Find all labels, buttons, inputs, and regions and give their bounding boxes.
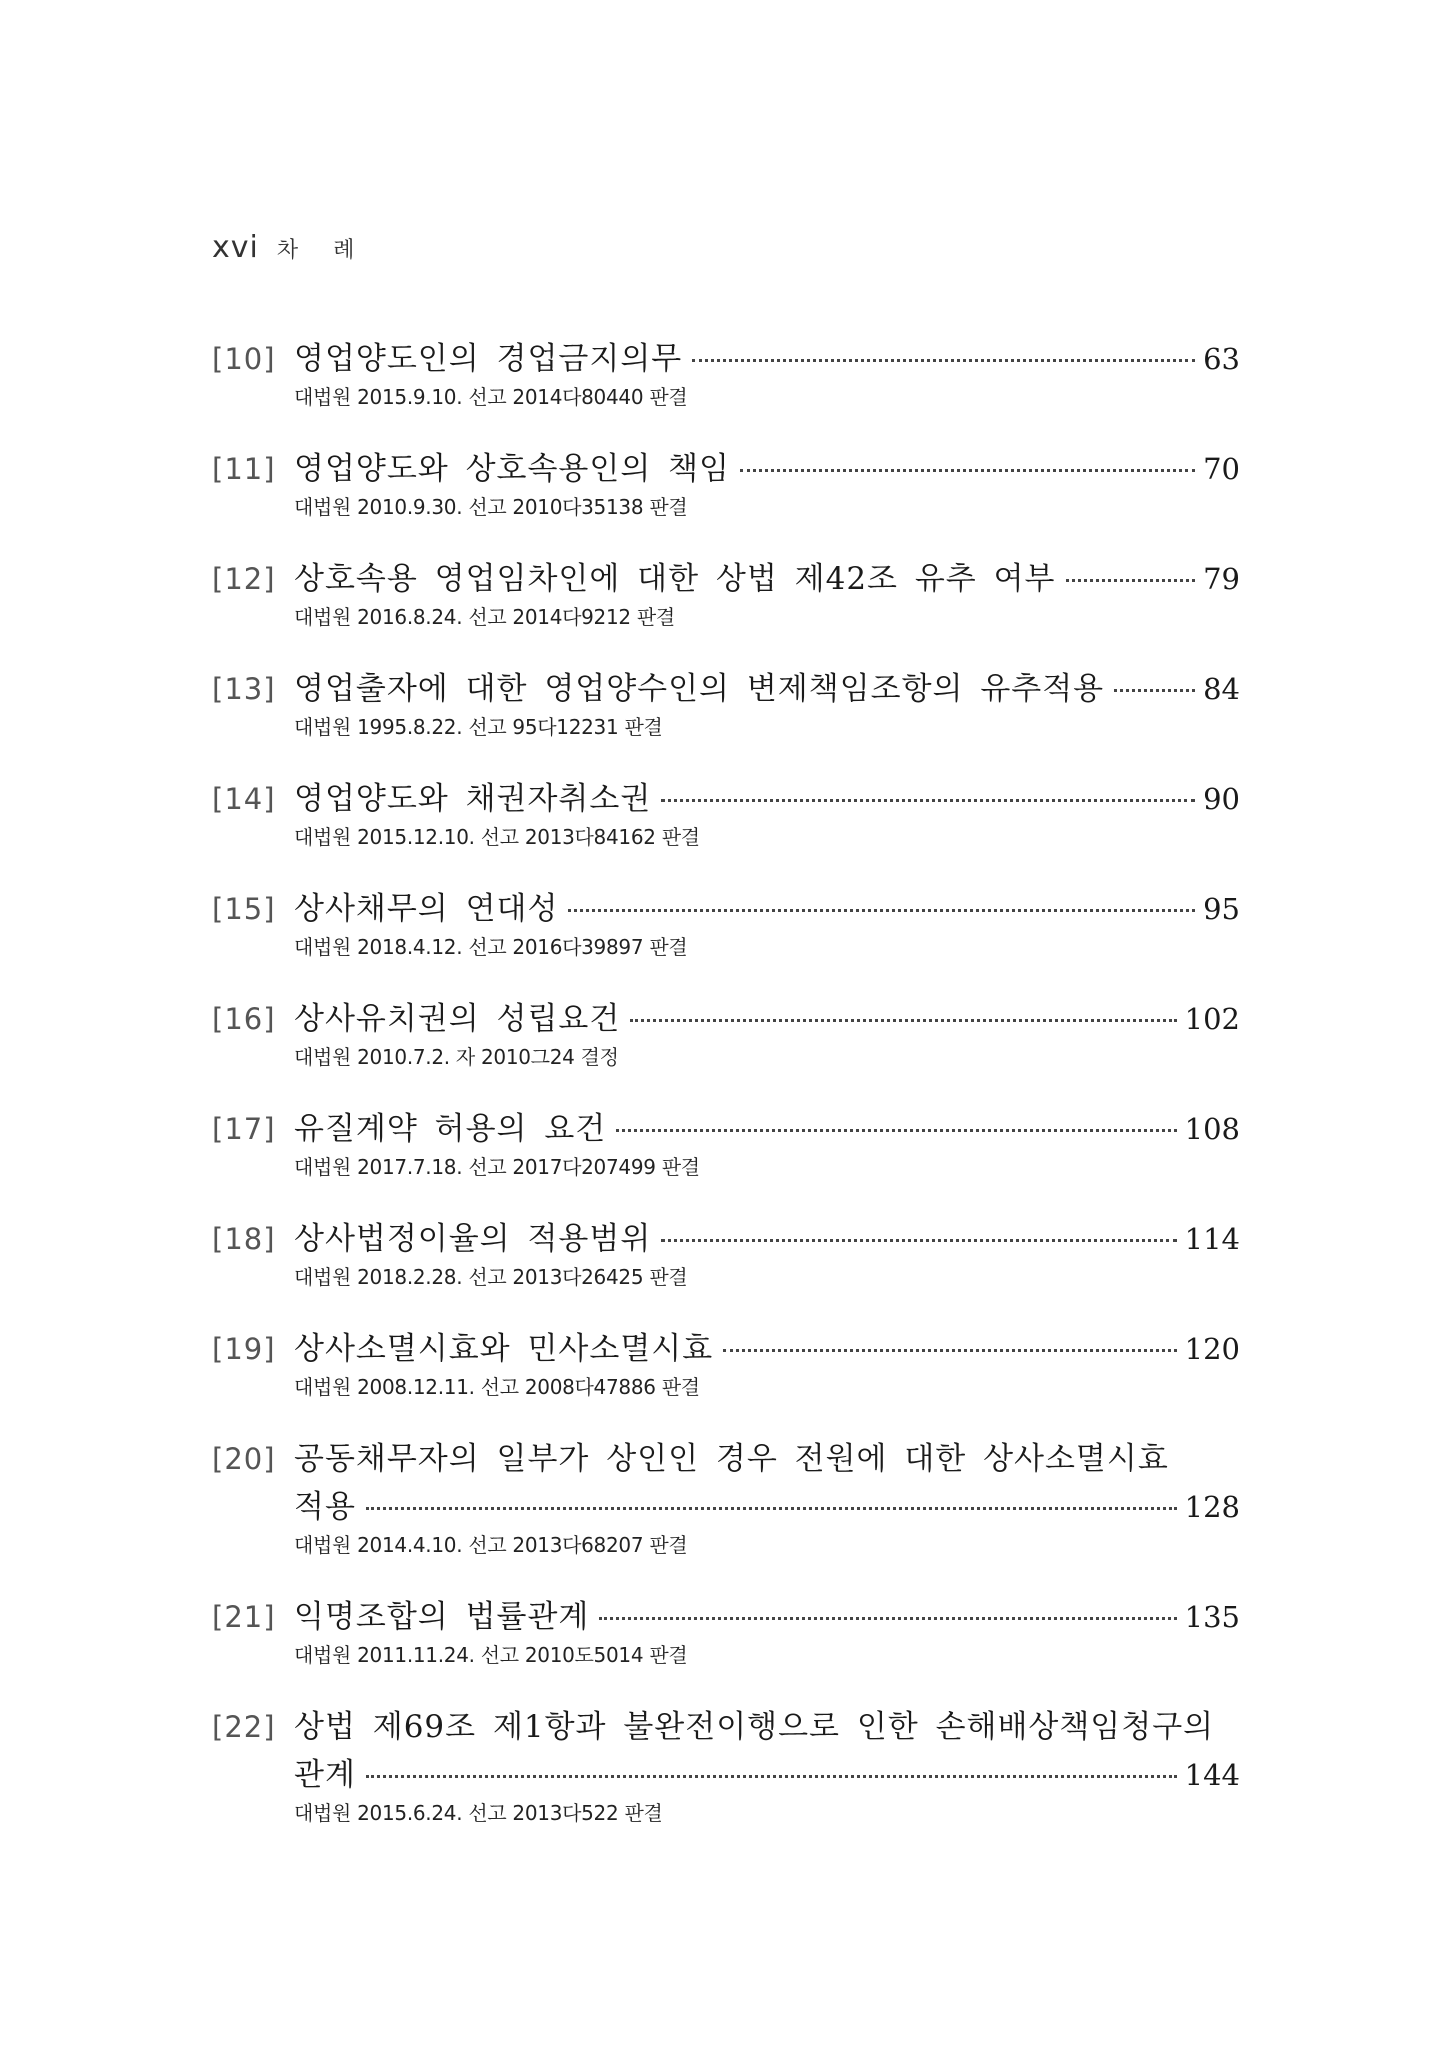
toc-entry-number: [18] bbox=[212, 1222, 276, 1256]
toc-entry-number: [16] bbox=[212, 1002, 276, 1036]
toc-entry-number: [12] bbox=[212, 562, 276, 596]
toc-entry-line[interactable] bbox=[212, 773, 1240, 821]
toc-entry-line[interactable] bbox=[212, 1213, 1240, 1261]
toc-entry-title: 영업양도인의 경업금지의무 bbox=[294, 341, 683, 377]
dot-leader bbox=[599, 1617, 1176, 1620]
toc-entry bbox=[212, 1591, 1240, 1671]
toc-entry-number: [15] bbox=[212, 892, 276, 926]
toc-entry bbox=[212, 773, 1240, 853]
dot-leader bbox=[723, 1349, 1176, 1352]
toc-entry-page: 135 bbox=[1184, 1600, 1240, 1634]
toc-entry-number: [21] bbox=[212, 1600, 276, 1634]
toc-entry-title: 영업양도와 상호속용인의 책임 bbox=[294, 451, 731, 487]
toc-entry-title-continued: 관계 bbox=[294, 1757, 356, 1793]
toc-entry-line-continued[interactable] bbox=[212, 1481, 1240, 1529]
toc-entry-number: [10] bbox=[212, 342, 276, 376]
toc-entry-title: 상사유치권의 성립요건 bbox=[294, 1001, 621, 1037]
toc-entry bbox=[212, 663, 1240, 743]
toc-entry bbox=[212, 993, 1240, 1073]
toc-entry-title: 상법 제69조 제1항과 불완전이행으로 인한 손해배상책임청구의 bbox=[294, 1709, 1215, 1745]
dot-leader bbox=[616, 1129, 1176, 1132]
toc-entry-line[interactable] bbox=[212, 1433, 1240, 1481]
toc-entry-number: [19] bbox=[212, 1332, 276, 1366]
dot-leader bbox=[1114, 689, 1195, 692]
toc-entry-page: 102 bbox=[1184, 1002, 1240, 1036]
toc-entry-title: 상사채무의 연대성 bbox=[294, 891, 559, 927]
toc-entry-citation: 대법원 2014.4.10. 선고 2013다68207 판결 bbox=[294, 1533, 688, 1557]
dot-leader bbox=[661, 1239, 1176, 1242]
toc-entry-page: 63 bbox=[1203, 342, 1240, 376]
toc-entry-line[interactable] bbox=[212, 993, 1240, 1041]
toc-entry-page: 70 bbox=[1203, 452, 1240, 486]
toc-entry-citation: 대법원 1995.8.22. 선고 95다12231 판결 bbox=[294, 715, 663, 739]
toc-entry bbox=[212, 443, 1240, 523]
toc-entry-line[interactable] bbox=[212, 1591, 1240, 1639]
toc-entry-title: 영업출자에 대한 영업양수인의 변제책임조항의 유추적용 bbox=[294, 671, 1105, 707]
toc-entry bbox=[212, 333, 1240, 413]
toc-entry bbox=[212, 1701, 1240, 1829]
toc-entry-page: 79 bbox=[1203, 562, 1240, 596]
dot-leader bbox=[630, 1019, 1176, 1022]
toc-entry bbox=[212, 553, 1240, 633]
toc-entry-title: 상사소멸시효와 민사소멸시효 bbox=[294, 1331, 714, 1367]
toc-entry-citation: 대법원 2010.9.30. 선고 2010다35138 판결 bbox=[294, 495, 688, 519]
toc-entry-citation: 대법원 2018.2.28. 선고 2013다26425 판결 bbox=[294, 1265, 688, 1289]
toc-entry bbox=[212, 1213, 1240, 1293]
toc-entry-line[interactable] bbox=[212, 1323, 1240, 1371]
header-page-number: xvi bbox=[212, 230, 259, 265]
toc-entry-number: [20] bbox=[212, 1442, 276, 1476]
toc-entry-title: 유질계약 허용의 요건 bbox=[294, 1111, 607, 1147]
toc-entry-citation: 대법원 2018.4.12. 선고 2016다39897 판결 bbox=[294, 935, 688, 959]
dot-leader bbox=[692, 359, 1195, 362]
toc-entry-citation: 대법원 2011.11.24. 선고 2010도5014 판결 bbox=[294, 1643, 688, 1667]
toc-entry-citation: 대법원 2017.7.18. 선고 2017다207499 판결 bbox=[294, 1155, 700, 1179]
toc-entry-line[interactable] bbox=[212, 1701, 1240, 1749]
toc-entry-line[interactable] bbox=[212, 553, 1240, 601]
toc-entry-number: [11] bbox=[212, 452, 276, 486]
toc-entry-line[interactable] bbox=[212, 443, 1240, 491]
toc-entry-number: [22] bbox=[212, 1710, 276, 1744]
toc-entry-page: 128 bbox=[1184, 1490, 1240, 1524]
toc-entry-citation: 대법원 2010.7.2. 자 2010그24 결정 bbox=[294, 1045, 619, 1069]
dot-leader bbox=[366, 1507, 1177, 1510]
toc-entry-number: [13] bbox=[212, 672, 276, 706]
toc-entry-number: [17] bbox=[212, 1112, 276, 1146]
toc-entry-title: 상사법정이율의 적용범위 bbox=[294, 1221, 652, 1257]
dot-leader bbox=[661, 799, 1195, 802]
toc-entry-title: 익명조합의 법률관계 bbox=[294, 1599, 590, 1635]
toc-entry-page: 95 bbox=[1203, 892, 1240, 926]
dot-leader bbox=[366, 1775, 1177, 1778]
toc-entry-title: 공동채무자의 일부가 상인인 경우 전원에 대한 상사소멸시효 bbox=[294, 1441, 1169, 1477]
dot-leader bbox=[568, 909, 1195, 912]
toc-entry bbox=[212, 1103, 1240, 1183]
toc-entry bbox=[212, 1433, 1240, 1561]
toc-entry-citation: 대법원 2015.12.10. 선고 2013다84162 판결 bbox=[294, 825, 700, 849]
toc-entry-page: 120 bbox=[1184, 1332, 1240, 1366]
toc-entry-page: 108 bbox=[1184, 1112, 1240, 1146]
toc-entry-citation: 대법원 2008.12.11. 선고 2008다47886 판결 bbox=[294, 1375, 700, 1399]
toc-entry-line[interactable] bbox=[212, 1103, 1240, 1151]
table-of-contents bbox=[212, 333, 1240, 1859]
toc-entry-title: 상호속용 영업임차인에 대한 상법 제42조 유추 여부 bbox=[294, 561, 1056, 597]
toc-entry-page: 144 bbox=[1184, 1758, 1240, 1792]
toc-entry-citation: 대법원 2015.9.10. 선고 2014다80440 판결 bbox=[294, 385, 688, 409]
running-header bbox=[212, 230, 368, 265]
toc-entry-page: 84 bbox=[1203, 672, 1240, 706]
toc-entry-page: 114 bbox=[1184, 1222, 1240, 1256]
toc-entry-page: 90 bbox=[1203, 782, 1240, 816]
toc-entry-line[interactable] bbox=[212, 883, 1240, 931]
toc-entry-citation: 대법원 2015.6.24. 선고 2013다522 판결 bbox=[294, 1801, 663, 1825]
dot-leader bbox=[740, 469, 1195, 472]
toc-entry-title: 영업양도와 채권자취소권 bbox=[294, 781, 652, 817]
toc-entry-line[interactable] bbox=[212, 663, 1240, 711]
dot-leader bbox=[1066, 579, 1196, 582]
toc-entry bbox=[212, 1323, 1240, 1403]
header-section-title: 차 례 bbox=[276, 238, 369, 263]
toc-entry-line-continued[interactable] bbox=[212, 1749, 1240, 1797]
toc-entry bbox=[212, 883, 1240, 963]
toc-entry-number: [14] bbox=[212, 782, 276, 816]
toc-entry-citation: 대법원 2016.8.24. 선고 2014다9212 판결 bbox=[294, 605, 675, 629]
toc-entry-line[interactable] bbox=[212, 333, 1240, 381]
toc-entry-title-continued: 적용 bbox=[294, 1489, 356, 1525]
